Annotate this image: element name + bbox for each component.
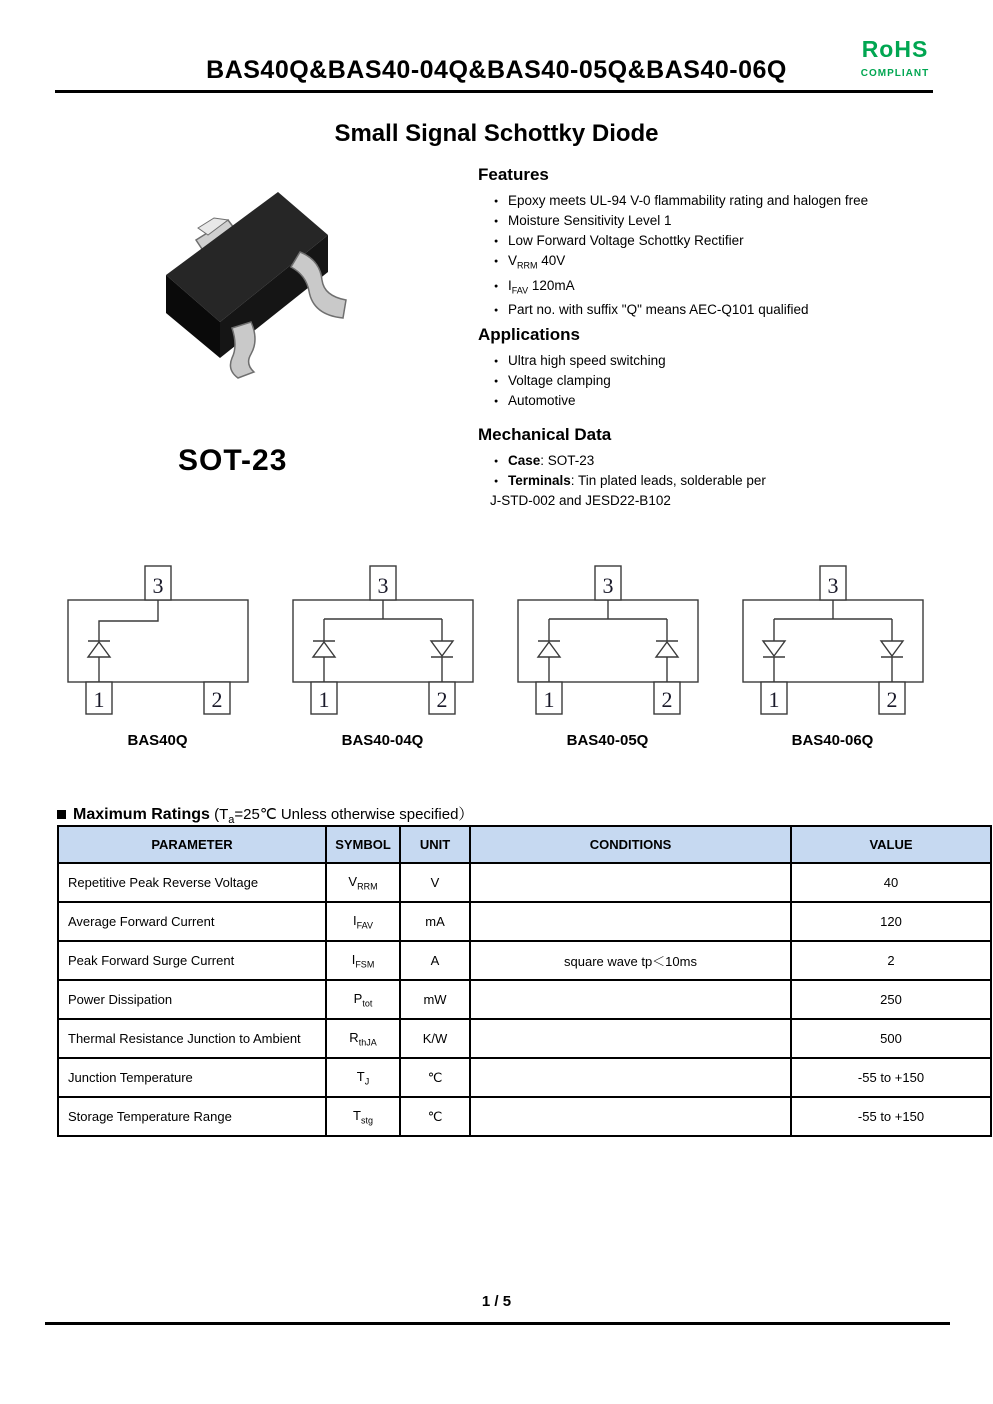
features-heading: Features xyxy=(478,165,549,184)
cell-conditions xyxy=(470,980,791,1019)
pin-label: 2 xyxy=(661,687,672,712)
mechanical-continuation: J-STD-002 and JESD22-B102 xyxy=(490,493,671,508)
col-header-symbol: SYMBOL xyxy=(326,826,400,863)
mechanical-data-section xyxy=(478,425,968,511)
cell-parameter: Average Forward Current xyxy=(58,902,326,941)
page-title: Small Signal Schottky Diode xyxy=(334,120,659,147)
cell-value: -55 to +150 xyxy=(791,1058,991,1097)
maximum-ratings-heading: Maximum Ratings ($T_a=25℃$ Unless otherwise specified） xyxy=(57,803,473,826)
cell-symbol: $I_{FSM}$ xyxy=(326,941,400,980)
diagram-caption: BAS40-06Q xyxy=(791,732,874,749)
cell-symbol: $T_{stg}$ xyxy=(326,1097,400,1136)
applications-heading: Applications xyxy=(478,325,581,344)
rohs-label: RoHS xyxy=(861,36,929,62)
feature-item: ● Epoxy meets UL-94 V-0 flammability rating and halogen free xyxy=(492,191,968,211)
cell-unit: ℃ xyxy=(400,1058,470,1097)
cell-unit: V xyxy=(400,863,470,902)
cell-value: 500 xyxy=(791,1019,991,1058)
application-item: ● Ultra high speed switching xyxy=(492,351,968,371)
cell-conditions: square wave tp＜10ms xyxy=(470,941,791,980)
diagram-bas40-04q xyxy=(280,556,485,749)
feature-item: ● $V_{RRM}$ 40V xyxy=(492,251,968,276)
pin-label: 3 xyxy=(602,573,613,598)
cell-symbol: $P_{tot}$ xyxy=(326,980,400,1019)
cell-conditions xyxy=(470,1058,791,1097)
cell-unit: ℃ xyxy=(400,1097,470,1136)
feature-item: ● Moisture Sensitivity Level 1 xyxy=(492,211,968,231)
maximum-ratings-table xyxy=(57,825,992,1137)
pin-label: 3 xyxy=(827,573,838,598)
cell-value: -55 to +150 xyxy=(791,1097,991,1136)
feature-item: ● Part no. with suffix "Q" means AEC-Q101 qualified xyxy=(492,300,968,320)
table-row xyxy=(58,1097,991,1136)
package-name-label: SOT-23 xyxy=(178,444,288,477)
diagram-bas40-06q xyxy=(730,556,935,749)
pin-label: 2 xyxy=(436,687,447,712)
table-row xyxy=(58,1019,991,1058)
cell-parameter: Peak Forward Surge Current xyxy=(58,941,326,980)
cell-parameter: Storage Temperature Range xyxy=(58,1097,326,1136)
sot23-package-image xyxy=(148,180,428,430)
cell-conditions xyxy=(470,1097,791,1136)
diagram-bas40-05q xyxy=(505,556,710,749)
header-divider xyxy=(55,90,933,93)
cell-conditions xyxy=(470,1019,791,1058)
col-header-value: VALUE xyxy=(791,826,991,863)
col-header-unit: UNIT xyxy=(400,826,470,863)
pin-label: 1 xyxy=(768,687,779,712)
cell-parameter: Repetitive Peak Reverse Voltage xyxy=(58,863,326,902)
cell-unit: mA xyxy=(400,902,470,941)
cell-symbol: $R_{thJA}$ xyxy=(326,1019,400,1058)
table-header-row xyxy=(58,826,991,863)
pin-label: 1 xyxy=(543,687,554,712)
col-header-conditions: CONDITIONS xyxy=(470,826,791,863)
footer-divider xyxy=(45,1322,950,1325)
table-row xyxy=(58,863,991,902)
rohs-badge xyxy=(840,36,950,79)
cell-value: 40 xyxy=(791,863,991,902)
table-row xyxy=(58,902,991,941)
cell-parameter: Power Dissipation xyxy=(58,980,326,1019)
pin-label: 3 xyxy=(377,573,388,598)
pin-configuration-diagrams xyxy=(55,556,935,749)
diagram-caption: BAS40-05Q xyxy=(566,732,649,749)
mechanical-heading: Mechanical Data xyxy=(478,425,612,444)
cell-parameter: Junction Temperature xyxy=(58,1058,326,1097)
package-lead-icon xyxy=(230,322,255,378)
cell-value: 250 xyxy=(791,980,991,1019)
pin-label: 2 xyxy=(886,687,897,712)
cell-unit: A xyxy=(400,941,470,980)
cell-symbol: $I_{FAV}$ xyxy=(326,902,400,941)
application-item: ● Automotive xyxy=(492,391,968,411)
application-item: ● Voltage clamping xyxy=(492,371,968,391)
pin-label: 3 xyxy=(152,573,163,598)
mechanical-item: ● Terminals: Tin plated leads, solderable per xyxy=(492,471,968,491)
cell-value: 120 xyxy=(791,902,991,941)
table-row xyxy=(58,1058,991,1097)
applications-section xyxy=(478,325,968,411)
rohs-compliant-label: COMPLIANT xyxy=(860,68,930,79)
pin-label: 1 xyxy=(318,687,329,712)
col-header-parameter: PARAMETER xyxy=(58,826,326,863)
cell-conditions xyxy=(470,902,791,941)
pin-label: 1 xyxy=(93,687,104,712)
features-section xyxy=(478,165,968,320)
page-number: 1 / 5 xyxy=(481,1293,512,1310)
diagram-caption: BAS40Q xyxy=(127,732,188,749)
cell-parameter: Thermal Resistance Junction to Ambient xyxy=(58,1019,326,1058)
feature-item: ● Low Forward Voltage Schottky Rectifier xyxy=(492,231,968,251)
square-bullet-icon xyxy=(57,810,66,819)
cell-symbol: $V_{RRM}$ xyxy=(326,863,400,902)
diagram-bas40q xyxy=(55,556,260,749)
pin-label: 2 xyxy=(211,687,222,712)
part-number-title: BAS40Q&BAS40-04Q&BAS40-05Q&BAS40-06Q xyxy=(206,56,787,84)
cell-symbol: $T_J$ xyxy=(326,1058,400,1097)
diagram-caption: BAS40-04Q xyxy=(341,732,424,749)
cell-unit: mW xyxy=(400,980,470,1019)
table-row xyxy=(58,980,991,1019)
cell-value: 2 xyxy=(791,941,991,980)
feature-item: ● $I_{FAV}$ 120mA xyxy=(492,276,968,301)
table-row xyxy=(58,941,991,980)
cell-conditions xyxy=(470,863,791,902)
mechanical-item: ● Case: SOT-23 xyxy=(492,451,968,471)
cell-unit: K/W xyxy=(400,1019,470,1058)
